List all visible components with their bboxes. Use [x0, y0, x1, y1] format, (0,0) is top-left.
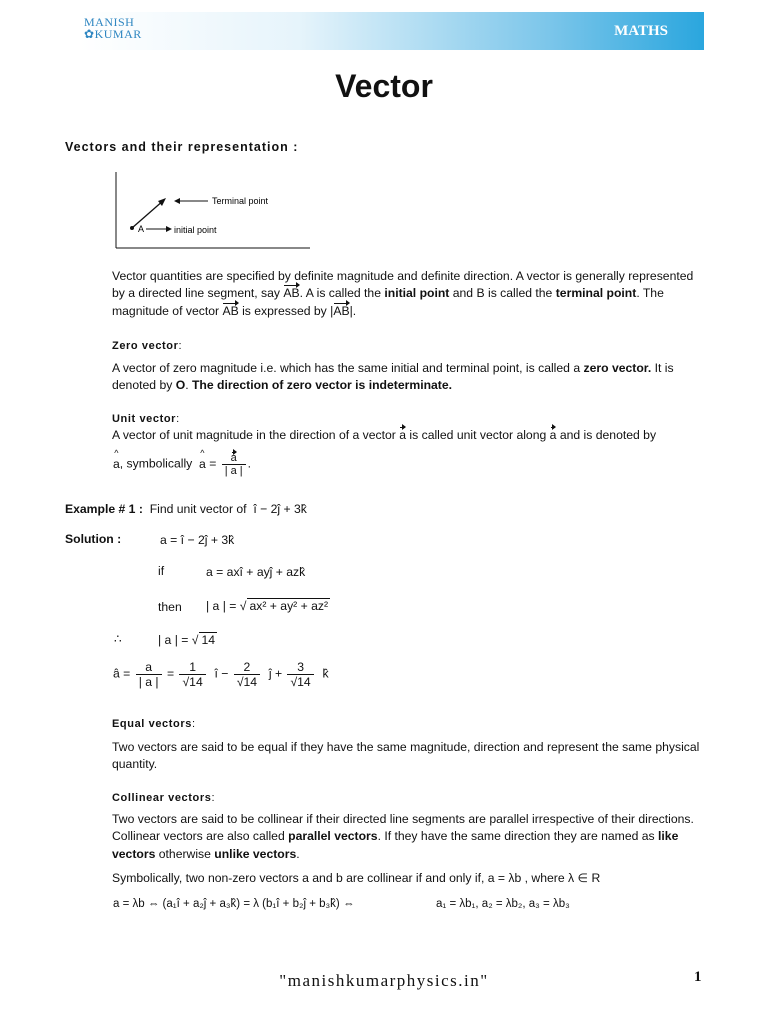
vector-diagram: [110, 170, 310, 250]
zero-vector-heading: Zero vector:: [112, 340, 183, 352]
terminal-point-label: Terminal point: [212, 196, 269, 206]
solution-line-2: a = axî + ayĵ + azk̂: [206, 565, 306, 579]
collinear-symbolic-line: Symbolically, two non-zero vectors a and b are collinear if and only if, a = λb , where λ ∈ R: [112, 871, 601, 885]
subject-label: MATHS: [614, 23, 668, 39]
brand-logo: [84, 16, 142, 40]
solution-line-5: â = $\frac{a}{| a |}$ = $\frac{1}{√14}$ î − $\frac{2}{√14}$ ĵ + $\frac{3}{√14}$ k̂: [113, 660, 329, 689]
example-label: Example # 1 :: [65, 502, 143, 516]
point-a-label: A: [138, 224, 145, 234]
solution-label: Solution :: [65, 532, 122, 546]
solution-then: then: [158, 600, 182, 614]
solution-if: if: [158, 564, 165, 578]
unit-vector-paragraph: A vector of unit magnitude in the direction of a vector a is called unit vector along a and is denoted by: [112, 427, 704, 444]
page-title: Vector: [335, 68, 433, 104]
initial-point-dot: [130, 226, 134, 230]
collinear-equation-left: a = λb ⇔ (a₁î + a₂ĵ + a₃k̂) = λ (b₁î + b₂ĵ + b₃k̂) ⇔: [113, 898, 355, 910]
page-number: 1: [694, 969, 702, 985]
equal-vectors-heading: Equal vectors:: [112, 718, 196, 730]
flower-icon: ✿: [84, 27, 95, 41]
therefore-symbol: ∴: [114, 632, 122, 646]
solution-line-1: a = î − 2ĵ + 3k̂: [160, 533, 235, 547]
solution-line-3: | a | = √ ax² + ay² + az²: [206, 599, 329, 613]
logo-line1: MANISH: [84, 15, 135, 29]
vector-arrow-line: [132, 200, 164, 228]
logo-line2: ✿KUMAR: [84, 27, 142, 41]
initial-point-label: initial point: [174, 225, 217, 235]
section-heading-representation: Vectors and their representation :: [65, 140, 299, 154]
equal-vectors-paragraph: Two vectors are said to be equal if they have the same magnitude, direction and represent the same physical quantity.: [112, 740, 700, 772]
zero-vector-paragraph: A vector of zero magnitude i.e. which has the same initial and terminal point, is called a zero vector. It is denoted by O. The direction of zero vector is indeterminate.: [112, 361, 674, 393]
collinear-equation-right: a₁ = λb₁, a₂ = λb₂, a₃ = λb₃: [436, 898, 570, 910]
terminal-pointer-head: [174, 198, 180, 204]
unit-vector-heading: Unit vector:: [112, 413, 180, 425]
example-1: Example # 1 : Find unit vector of î − 2ĵ + 3k̂: [65, 502, 307, 516]
representation-paragraph: Vector quantities are specified by definite magnitude and definite direction. A vector is generally represented by a directed line segment, say AB. A is called the initial point and B is called the terminal point. The magnitude of vector AB is expressed by |AB|.: [112, 268, 704, 320]
footer-site: "manishkumarphysics.in": [279, 971, 489, 990]
unit-vector-formula: ^ a, symbolically ^ a = $\frac{a}{| a |}$ .: [113, 452, 251, 477]
initial-pointer-head: [166, 226, 172, 232]
collinear-vectors-heading: Collinear vectors:: [112, 792, 216, 804]
collinear-vectors-paragraph: Two vectors are said to be collinear if their directed line segments are parallel irrespective of their directions. Collinear vectors are also called parallel vectors. If they have the same direction they are named as like vectors otherwise unlike vectors.: [112, 812, 694, 861]
header-bar: [80, 12, 704, 50]
solution-line-4: | a | = √ 14: [158, 633, 216, 647]
